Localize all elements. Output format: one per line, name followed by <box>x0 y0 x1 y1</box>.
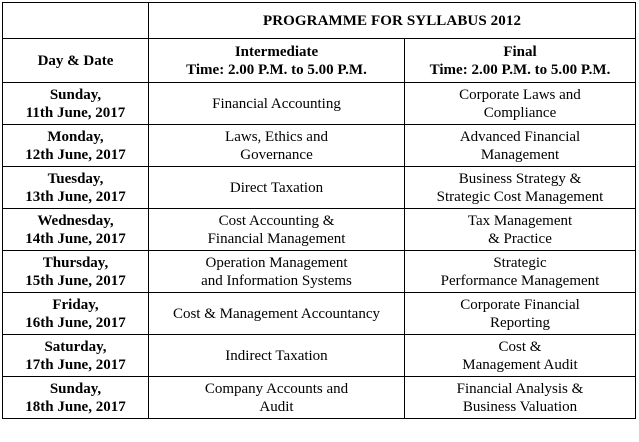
day-date-cell <box>3 251 149 293</box>
intermediate-paper-cell <box>149 377 405 419</box>
day-date-header: Day & Date <box>3 39 149 83</box>
final-paper-line: Corporate Financial <box>460 296 580 313</box>
intermediate-paper-cell <box>149 335 405 377</box>
intermediate-paper-line: Laws, Ethics and <box>225 128 328 145</box>
final-header-name: Final <box>503 43 537 60</box>
final-header <box>405 39 636 83</box>
final-paper-cell <box>405 83 636 125</box>
final-paper-line: Compliance <box>483 104 557 121</box>
table-row <box>3 377 636 419</box>
table-row <box>3 335 636 377</box>
final-paper-line: Corporate Laws and <box>459 86 581 103</box>
day-name: Thursday, <box>42 254 109 271</box>
day-name: Wednesday, <box>37 212 114 229</box>
table-row <box>3 83 636 125</box>
intermediate-header <box>149 39 405 83</box>
final-paper-cell <box>405 377 636 419</box>
day-name: Tuesday, <box>47 170 104 187</box>
intermediate-paper-line: Operation Management <box>205 254 348 271</box>
final-paper-cell <box>405 167 636 209</box>
final-paper-line: Strategic <box>493 254 547 271</box>
final-paper-line: Strategic Cost Management <box>436 188 604 205</box>
day-date-cell <box>3 293 149 335</box>
header-row <box>3 39 636 83</box>
intermediate-paper-line: Governance <box>240 146 313 163</box>
final-paper-cell <box>405 125 636 167</box>
final-paper-cell <box>405 293 636 335</box>
final-paper-line: Performance Management <box>440 272 600 289</box>
programme-title: PROGRAMME FOR SYLLABUS 2012 <box>149 3 636 39</box>
final-paper-cell <box>405 209 636 251</box>
final-paper-line: Management Audit <box>462 356 578 373</box>
day-date-cell <box>3 167 149 209</box>
intermediate-paper-cell <box>149 125 405 167</box>
day-date-cell <box>3 335 149 377</box>
intermediate-header-name: Intermediate <box>234 43 319 60</box>
day-date-cell <box>3 125 149 167</box>
intermediate-paper-line: and Information Systems <box>201 272 352 289</box>
exam-date: 11th June, 2017 <box>25 104 126 121</box>
exam-schedule-table <box>2 2 636 419</box>
day-name: Sunday, <box>49 86 102 103</box>
day-name: Saturday, <box>44 338 107 355</box>
exam-date: 16th June, 2017 <box>25 314 126 331</box>
table-row <box>3 251 636 293</box>
day-date-cell <box>3 209 149 251</box>
intermediate-paper-cell <box>149 83 405 125</box>
final-paper-line: Cost & <box>498 338 542 355</box>
exam-date: 12th June, 2017 <box>25 146 126 163</box>
day-name: Sunday, <box>49 380 102 397</box>
exam-date: 18th June, 2017 <box>25 398 126 415</box>
exam-date: 15th June, 2017 <box>25 272 126 289</box>
intermediate-paper-cell <box>149 293 405 335</box>
table-row <box>3 125 636 167</box>
final-paper-line: Tax Management <box>467 212 573 229</box>
empty-corner-cell <box>3 3 149 39</box>
final-paper-cell <box>405 335 636 377</box>
intermediate-paper-line: Audit <box>259 398 294 415</box>
day-name: Monday, <box>47 128 104 145</box>
intermediate-paper-line: Indirect Taxation <box>225 347 328 364</box>
final-paper-line: Business Valuation <box>462 398 578 415</box>
final-paper-line: Management <box>480 146 560 163</box>
final-paper-line: Reporting <box>490 314 550 331</box>
final-paper-cell <box>405 251 636 293</box>
table-row <box>3 209 636 251</box>
final-header-time: Time: 2.00 P.M. to 5.00 P.M. <box>429 61 611 78</box>
intermediate-paper-cell <box>149 167 405 209</box>
intermediate-header-time: Time: 2.00 P.M. to 5.00 P.M. <box>186 61 367 78</box>
intermediate-paper-line: Company Accounts and <box>204 380 349 397</box>
title-row <box>3 3 636 39</box>
exam-date: 13th June, 2017 <box>25 188 126 205</box>
intermediate-paper-cell <box>149 209 405 251</box>
intermediate-paper-line: Cost Accounting & <box>218 212 335 229</box>
table-row <box>3 293 636 335</box>
day-date-cell <box>3 377 149 419</box>
final-paper-line: Business Strategy & <box>458 170 582 187</box>
final-paper-line: Advanced Financial <box>459 128 581 145</box>
day-date-cell <box>3 83 149 125</box>
exam-date: 17th June, 2017 <box>25 356 126 373</box>
final-paper-line: & Practice <box>488 230 552 247</box>
intermediate-paper-line: Cost & Management Accountancy <box>172 305 381 322</box>
day-name: Friday, <box>52 296 99 313</box>
intermediate-paper-cell <box>149 251 405 293</box>
exam-date: 14th June, 2017 <box>25 230 126 247</box>
intermediate-paper-line: Financial Management <box>207 230 346 247</box>
final-paper-line: Financial Analysis & <box>456 380 584 397</box>
table-row <box>3 167 636 209</box>
intermediate-paper-line: Direct Taxation <box>229 179 324 196</box>
intermediate-paper-line: Financial Accounting <box>212 95 341 112</box>
